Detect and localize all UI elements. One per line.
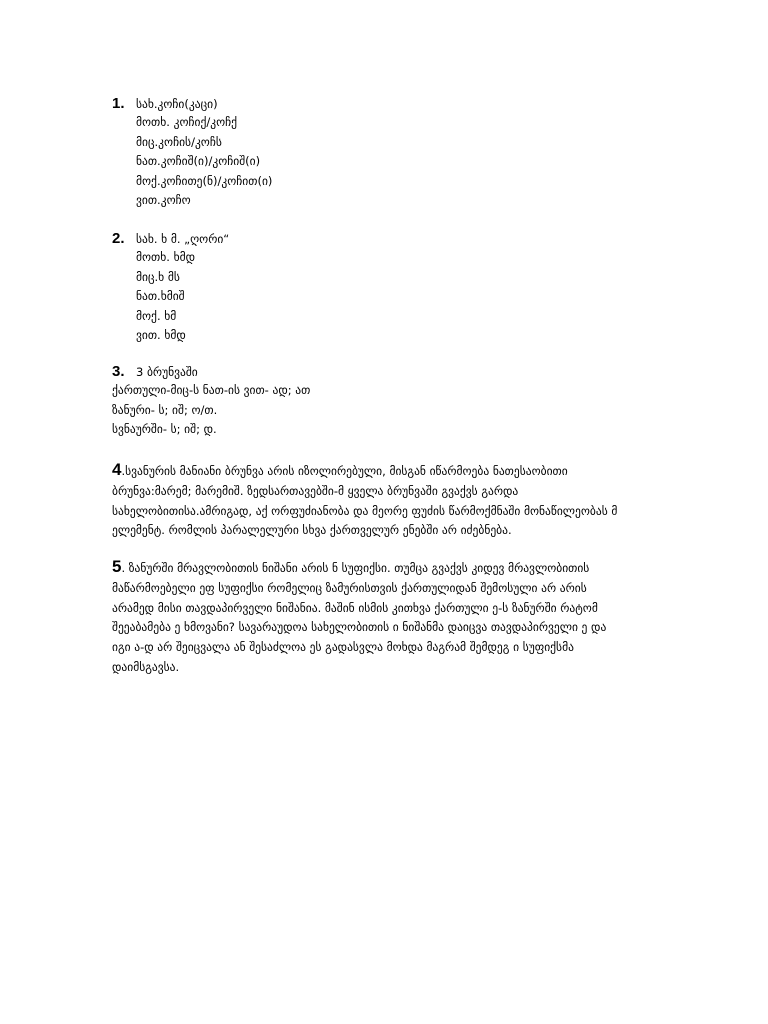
section-1-line-2: მოთხ. კოჩიქ/კოჩქ [136,115,238,130]
section-5-line-2: მაწარმოებელი ეფ სუფიქსი რომელიც ზამურისთვის ქართულიდან შემოსული არ არის [112,580,587,595]
section-5-line-4: შეეაბამება ე ხმოვანი? სავარაუდოა სახელობითის ი ნიშანმა დაიცვა თავდაპირველი ე და [112,620,607,635]
section-5 [112,557,692,678]
section-2-line-5: მოქ. ხმ [136,308,177,323]
section-3-line-3: ზანური- ს; იშ; ო/თ. [112,402,218,417]
section-3-heading-line [112,362,692,381]
section-3-number: 3. [112,363,125,380]
section-2-line-3: მიც.ხ მს [136,269,180,284]
section-4-line-4: ელემენტ. რომლის პარალელური სხვა ქართველურ ენებში არ იძებნება. [112,523,512,538]
section-4-number: 4 [112,460,122,479]
section-5-line-6: დაიმსგავსა. [112,659,180,674]
section-3-line-2: ქართული-მიც-ს ნათ-ის ვით- ად; ათ [112,383,311,398]
section-1-line-4: ნათ.კოჩიშ(ი)/კოჩიშ(ი) [136,154,261,169]
section-5-line-1: . ზანურში მრავლობითის ნიშანი არის ნ სუფიქსი. თუმცა გვაქვს კიდევ მრავლობითის [121,561,590,575]
section-4-line-3: სახელობითისა.ამრიგად, აქ ორფუძიანობა და მეორე ფუძის წარმოქმნაში მონაწილეობას მ [112,503,618,518]
section-5-line-3: არამედ მისი თავდაპირველი ნიშანია. მაშინ ისმის კითხვა ქართული ე-ს ზანურში რატომ [112,600,598,615]
section-4 [112,460,692,541]
section-2-line-1: სახ. ხ მ. „ღორი“ [136,232,230,246]
section-2-number: 2. [112,230,125,247]
section-1 [112,94,692,210]
section-1-line-5: მოქ.კოჩითე(ნ)/კოჩით(ი) [136,173,273,188]
section-1-line-6: ვით.კოჩო [136,192,191,207]
section-4-line-1-row [112,460,692,482]
section-5-line-1-row [112,557,692,579]
section-2 [112,229,692,345]
section-1-line-1: სახ.კოჩი(კაცი) [136,97,218,111]
section-1-number: 1. [112,95,125,112]
section-4-line-1: .სვანურის მანიანი ბრუნვა არის იზოლირებული, მისგან იწარმოება ნათესაობითი [121,464,568,478]
section-5-line-5: იგი ა-დ არ შეიცვალა ან შესაძლოა ეს გადასვლა მოხდა მაგრამ შემდეგ ი სუფიქსმა [112,640,574,655]
section-3-line-4: სვნაურში- ს; იშ; დ. [112,422,217,437]
section-2-line-6: ვით. ხმდ [136,327,186,342]
section-4-line-2: ბრუნვა:მარემ; მარემიშ. ზედსართავებში-მ ყველა ბრუნვაში გვაქვს გარდა [112,483,519,498]
section-3-line-1: 3 ბრუნვაში [136,365,198,379]
section-5-number: 5 [112,557,122,576]
section-3 [112,362,692,440]
section-1-line-3: მიც.კოჩის/კოჩს [136,134,222,149]
section-2-heading-line [112,229,692,248]
section-2-line-2: მოთხ. ხმდ [136,250,195,265]
section-1-heading-line [112,94,692,113]
section-2-line-4: ნათ.ხმიშ [136,289,185,304]
